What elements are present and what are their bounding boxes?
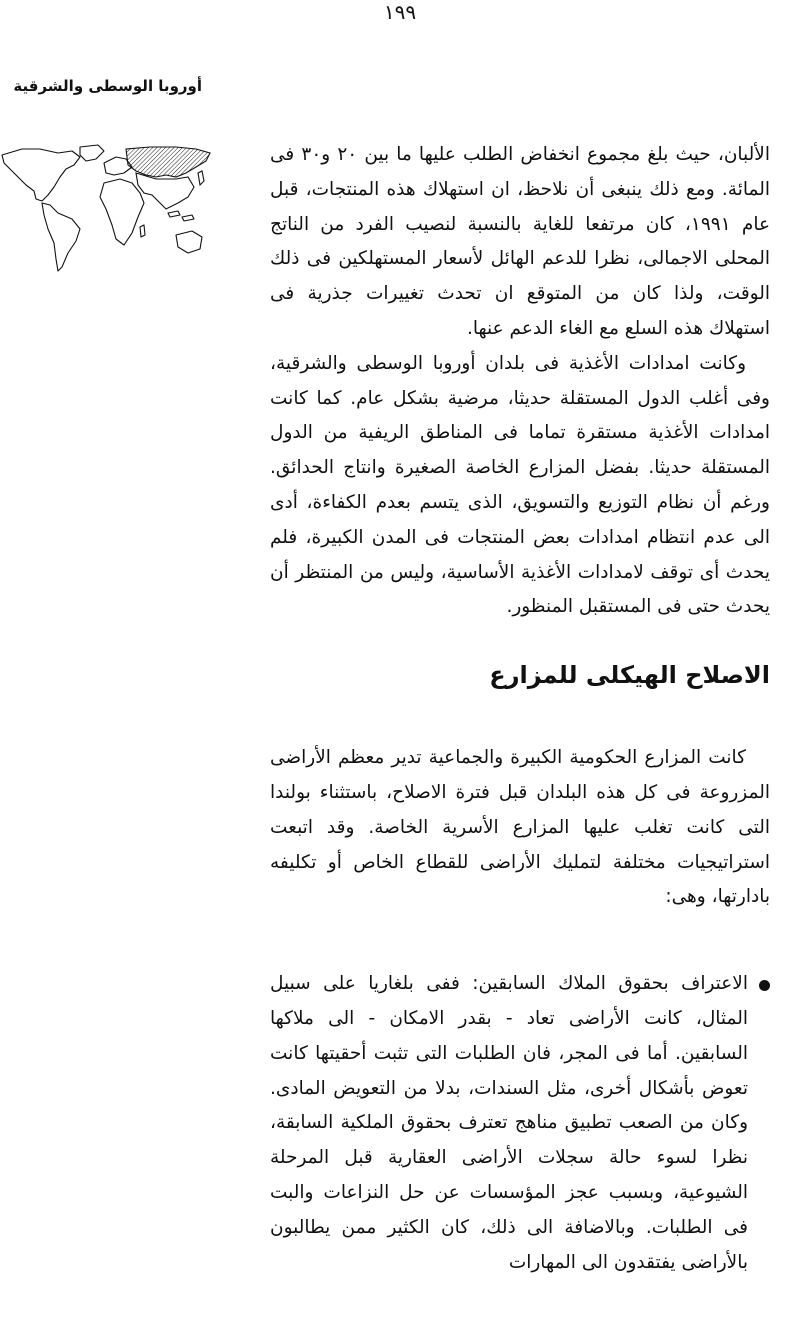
body-paragraph: وكانت امدادات الأغذية فى بلدان أوروبا الوسطى والشرقية، وفى أغلب الدول المستقلة حديثا، مرضية بشكل عام. كما كانت امدادات الأغذية مستقرة تماما فى المناطق الريفية من الدول المستقلة حديثا. بفضل المزارع الخاصة الصغيرة وانتاج الحدائق. ورغم أن نظام التوزيع والتسويق، الذى يتسم بعدم الكفاءة، أدى الى عدم انتظام امدادات بعض المنتجات فى المدن الكبيرة، فلم يحدث أى توقف لامدادات الأغذية الأساسية، وليس من المنتظر أن يحدث حتى فى المستقبل المنظور.: [270, 352, 770, 618]
running-header: أوروبا الوسطى والشرقية: [13, 77, 202, 95]
section-paragraph: كانت المزارع الحكومية الكبيرة والجماعية تدير معظم الأراضى المزروعة فى كل هذه البلدان قبل فترة الاصلاح، باستثناء بولندا التى كانت تغلب عليها المزارع الأسرية الخاصة. وقد اتبعت استراتيجيات مختلفة لتمليك الأراضى للقطاع الخاص أو تكليفه بادارتها، وهى:: [270, 747, 770, 908]
body-paragraph: الألبان، حيث بلغ مجموع انخفاض الطلب عليها ما بين ٢٠ و٣٠ فى المائة. ومع ذلك ينبغى أن نلاحظ، ان استهلاك هذه المنتجات، قبل عام ١٩٩١، كان مرتفعا للغاية بالنسبة لنصيب الفرد من الناتج المحلى الاجمالى، نظرا للدعم الهائل لأسعار المستهلكين فى ذلك الوقت، ولذا كان من المتوقع ان تحدث تغييرات جذرية فى استهلاك هذه السلع مع الغاء الدعم عنها.: [270, 144, 770, 339]
world-map-icon: [0, 143, 212, 273]
section-heading: الاصلاح الهيكلى للمزارع: [489, 661, 770, 690]
bullet-text: الاعتراف بحقوق الملاك السابقين: ففى بلغاريا على سبيل المثال، كانت الأراضى تعاد - بقدر الامكان - الى ملاكها السابقين. أما فى المجر، فان الطلبات التى تثبت أحقيتها كانت تعوض بأشكال أخرى، مثل السندات، بدلا من التعويض المادى. وكان من الصعب تطبيق مناهج تعترف بحقوق الملكية السابقة، نظرا لسوء حالة سجلات الأراضى العقارية قبل المرحلة الشيوعية، وبسبب عجز المؤسسات عن حل النزاعات والبت فى الطلبات. وبالاضافة الى ذلك، كان الكثير ممن يطالبون بالأراضى يفتقدون الى المهارات: [270, 973, 748, 1273]
main-text-column: [270, 138, 770, 1280]
bullet-item: [270, 967, 770, 1280]
page-number: ١٩٩: [383, 0, 417, 24]
bullet-list: [270, 967, 770, 1280]
bullet-marker-icon: [759, 980, 770, 991]
